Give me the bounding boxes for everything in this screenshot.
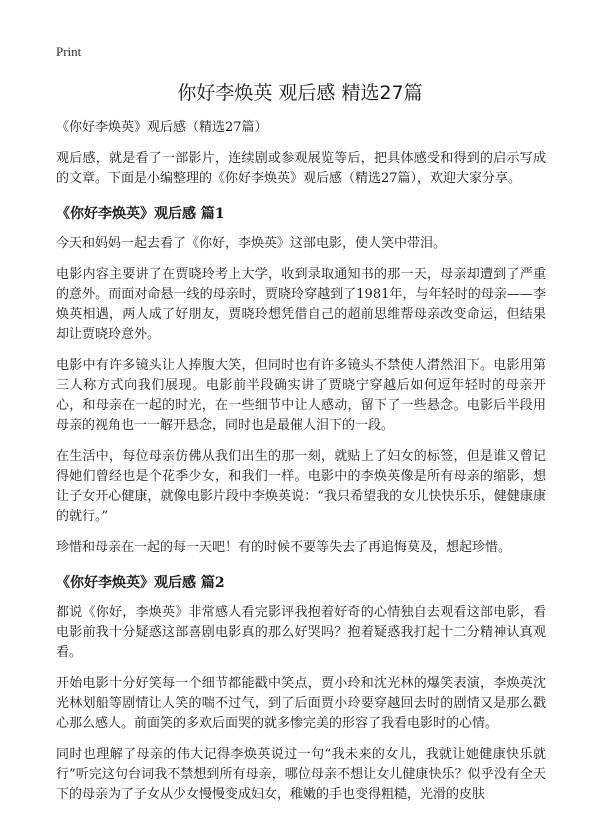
paragraph: 开始电影十分好笑每一个细节都能戳中笑点，贾小玲和沈光林的爆笑表演，李焕英沈光林划船等剧情让人笑的喘不过气，到了后面贾小玲要穿越回去时的剧情又是那么戳心那么感人。前面笑的多欢后面哭的就多惨完美的形容了我看电影时的心情。 [56, 676, 546, 731]
paragraph: 今天和妈妈一起去看了《你好，李焕英》这部电影，使人笑中带泪。 [56, 236, 447, 251]
paragraph: 电影中有许多镜头让人捧腹大笑，但同时也有许多镜头不禁使人潸然泪下。电影用第三人称方式向我们展现。电影前半段确实讲了贾晓宁穿越后如何逗年轻时的母亲开心，和母亲在一起的时光，在一些细节中让人感动，留下了一些悬念。电影后半段用母亲的视角也一一解开悬念，同时也是最催人泪下的一段。 [56, 358, 546, 433]
section-heading: 《你好李焕英》观后感 篇2 [56, 575, 225, 591]
paragraph: 电影内容主要讲了在贾晓玲考上大学，收到录取通知书的那一天，母亲却遭到了严重的意外。而面对命悬一线的母亲时，贾晓玲穿越到了1981年，与年轻时的母亲——李焕英相遇，两人成了好朋友，贾晓玲想凭借自己的超前思维帮母亲改变命运，但结果却让贾晓玲意外。 [56, 267, 546, 342]
document-subtitle: 《你好李焕英》观后感（精选27篇） [56, 120, 268, 135]
document-title: 你好李焕英 观后感 精选27篇 [177, 82, 423, 104]
paragraph: 在生活中，每位母亲仿佛从我们出生的那一刻，就贴上了妇女的标签，但是谁又曾记得她们曾经也是个花季少女，和我们一样。电影中的李焕英像是所有母亲的缩影，想让子女开心健康，就像电影片段中李焕英说：“我只希望我的女儿快快乐乐，健健康康的就行。” [56, 449, 546, 524]
print-link[interactable]: Print [56, 44, 82, 59]
intro-paragraph: 观后感，就是看了一部影片，连续剧或参观展览等后，把具体感受和得到的启示写成的文章。下面是小编整理的《你好李焕英》观后感（精选27篇），欢迎大家分享。 [56, 151, 546, 186]
section-heading: 《你好李焕英》观后感 篇1 [56, 206, 225, 222]
section-1 [56, 203, 546, 558]
document-body [56, 118, 546, 816]
paragraph: 同时也理解了母亲的伟大记得李焕英说过一句“我未来的女儿，我就让她健康快乐就行”听完这句台词我不禁想到所有母亲，哪位母亲不想让女儿健康快乐？似乎没有全天下的母亲为了子女从少女慢慢变成妇女，稚嫩的手也变得粗糙，光滑的皮肤 [56, 747, 546, 802]
paragraph: 都说《你好，李焕英》非常感人看完影评我抱着好奇的心情独自去观看这部电影，看电影前我十分疑惑这部喜剧电影真的那么好哭吗？抱着疑惑我打起十二分精神认真观看。 [56, 605, 546, 660]
section-2 [56, 572, 546, 805]
paragraph: 珍惜和母亲在一起的每一天吧！有的时候不要等失去了再追悔莫及，想起珍惜。 [56, 540, 512, 555]
